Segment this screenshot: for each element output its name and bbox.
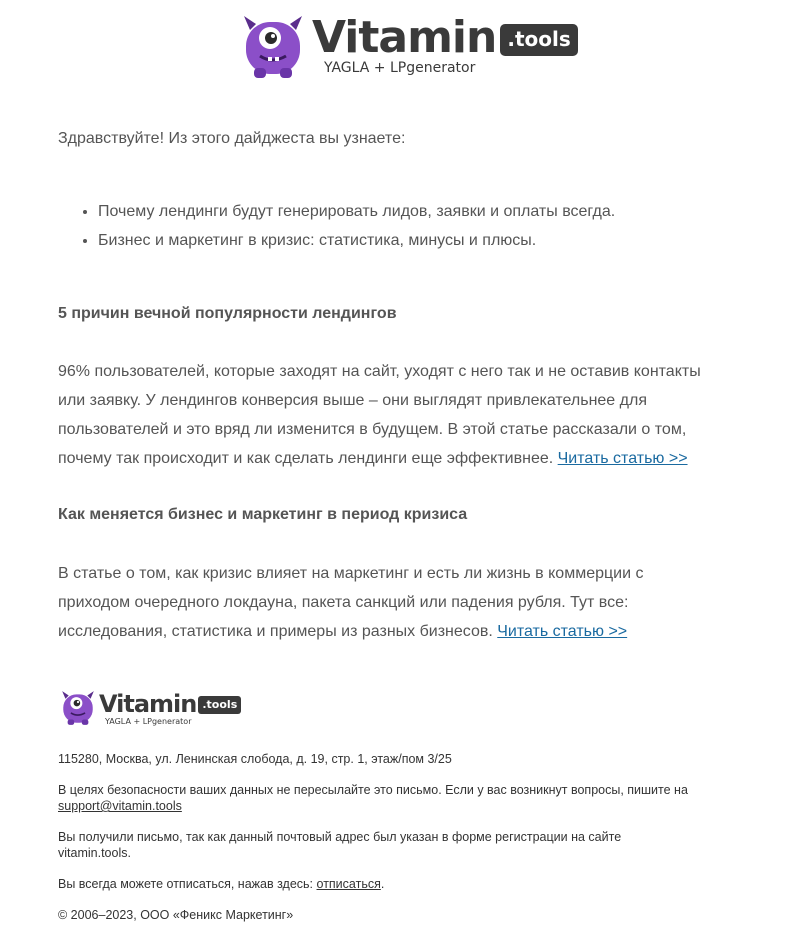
brand-word: Vitamin — [312, 12, 497, 63]
digest-list — [58, 197, 615, 255]
article-line: В статье о том, как кризис влияет на маркетинг и есть ли жизнь в коммерции с — [58, 565, 644, 582]
footer-unsubscribe: Вы всегда можете отписаться, нажав здесь: отписаться. — [58, 877, 385, 891]
list-item: • Почему лендинги будут генерировать лидов, заявки и оплаты всегда. — [98, 197, 615, 226]
brand-badge: .tools — [198, 696, 241, 714]
article-body — [58, 357, 738, 473]
header-logo[interactable] — [242, 14, 578, 80]
article-line-text: почему так происходит и как сделать лендинги еще эффективнее. — [58, 450, 554, 467]
footer-address: 115280, Москва, ул. Ленинская слобода, д. 19, стр. 1, этаж/пом 3/25 — [58, 752, 452, 766]
list-item: • Бизнес и маркетинг в кризис: статистика, минусы и плюсы. — [98, 226, 615, 255]
article-line-last — [58, 617, 738, 646]
brand-subtitle: YAGLA + LPgenerator — [105, 717, 192, 726]
article-heading: Как меняется бизнес и маркетинг в период кризиса — [58, 506, 468, 523]
footer-logo[interactable] — [61, 690, 241, 726]
article-line: 96% пользователей, которые заходят на сайт, уходят с него так и не оставив контакты — [58, 363, 701, 380]
read-article-link[interactable]: Читать статью >> — [557, 450, 688, 467]
article-line-text: исследования, статистика и примеры из разных бизнесов. — [58, 623, 493, 640]
support-email-link[interactable]: support@vitamin.tools — [58, 799, 182, 813]
brand-badge: .tools — [500, 24, 577, 56]
footer-security-note — [58, 782, 718, 814]
monster-mascot-icon — [61, 690, 95, 726]
article-line: приходом очередного локдауна, пакета санкций или падения рубля. Тут все: — [58, 594, 629, 611]
unsubscribe-link[interactable]: отписаться — [316, 877, 381, 891]
footer-copyright: © 2006–2023, ООО «Феникс Маркетинг» — [58, 908, 294, 922]
article-line: или заявку. У лендингов конверсия выше – они выглядят привлекательнее для — [58, 392, 647, 409]
intro-text: Здравствуйте! Из этого дайджеста вы узнаете: — [58, 130, 406, 147]
read-article-link[interactable]: Читать статью >> — [497, 623, 628, 640]
brand-subtitle: YAGLA + LPgenerator — [324, 60, 476, 76]
article-line-last — [58, 444, 738, 473]
footer-reason: Вы получили письмо, так как данный почтовый адрес был указан в форме регистрации на сайте vitamin.tools. — [58, 830, 622, 860]
monster-mascot-icon — [242, 14, 304, 80]
article-line: пользователей и это вряд ли изменится в будущем. В этой статье рассказали о том, — [58, 421, 687, 438]
article-body — [58, 559, 738, 646]
security-text: В целях безопасности ваших данных не пересылайте это письмо. Если у вас возникнут вопросы, пишите на — [58, 783, 688, 797]
brand-word: Vitamin — [99, 690, 197, 718]
unsubscribe-text: Вы всегда можете отписаться, нажав здесь: — [58, 877, 314, 891]
article-heading: 5 причин вечной популярности лендингов — [58, 305, 397, 322]
